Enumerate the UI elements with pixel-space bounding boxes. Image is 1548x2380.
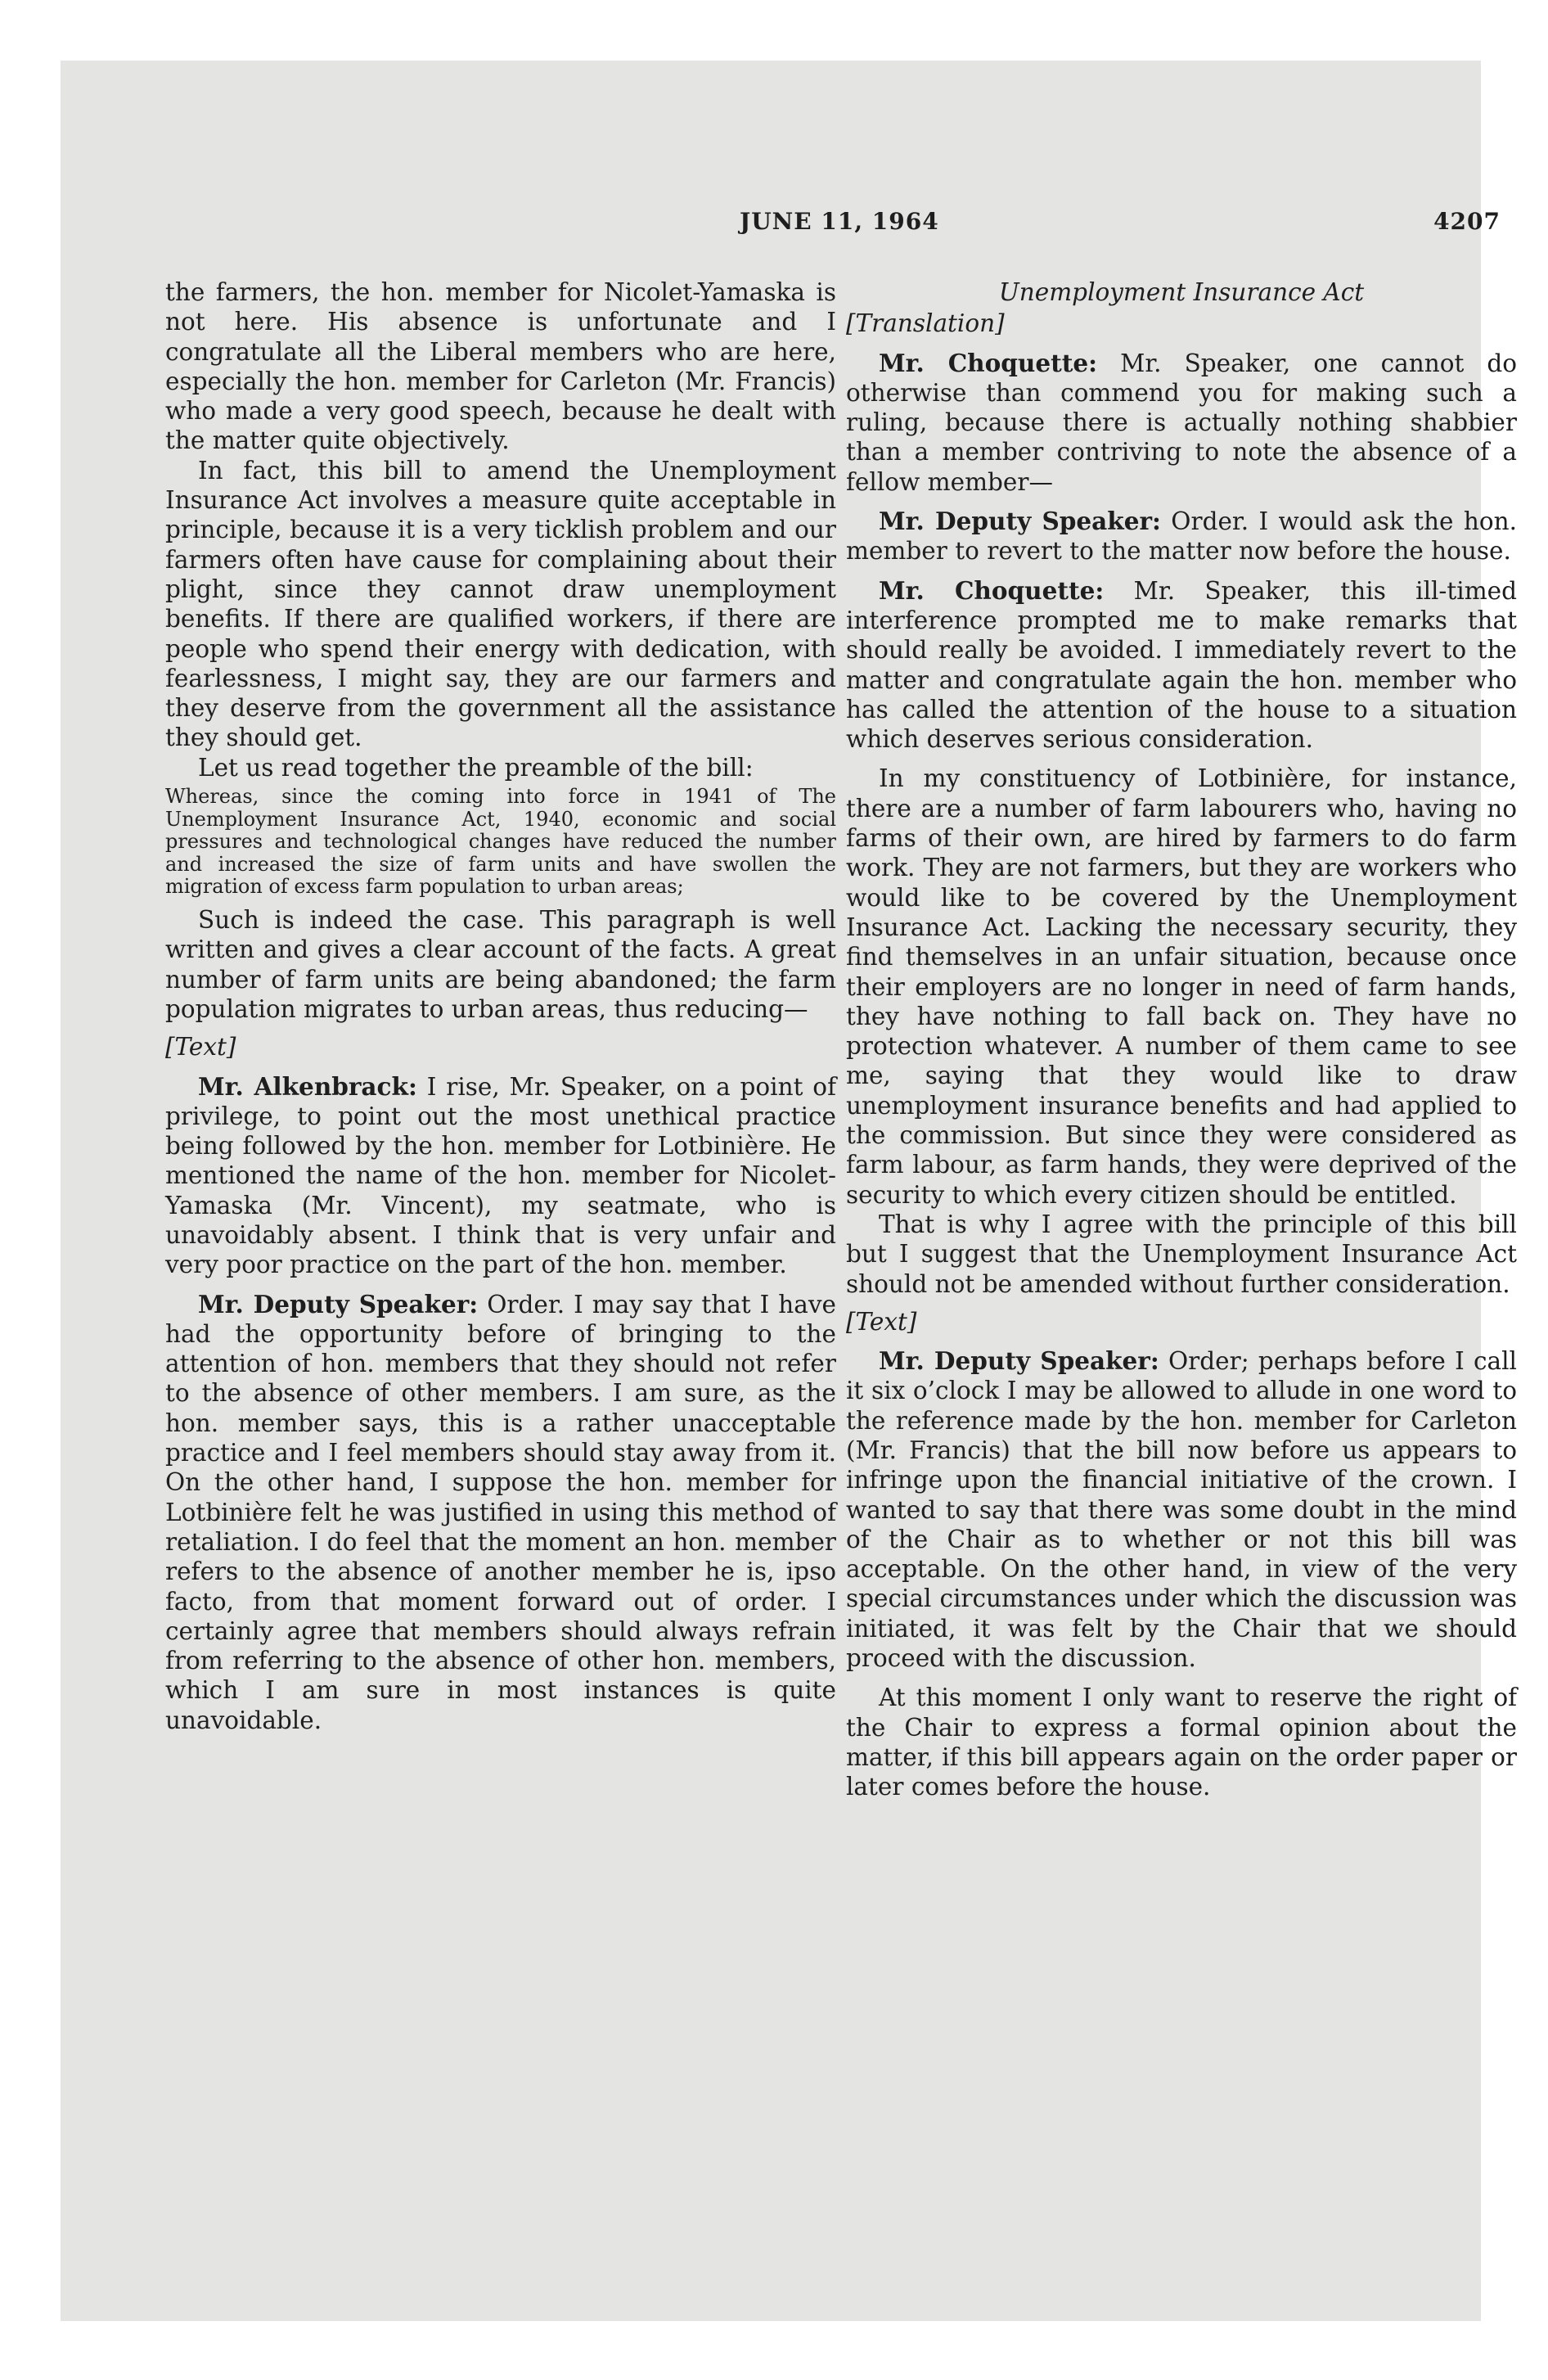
speech-deputy-speaker xyxy=(165,1290,836,1735)
page-header xyxy=(167,208,1501,249)
page-sheet xyxy=(61,61,1518,2321)
header-date: JUNE 11, 1964 xyxy=(740,208,939,235)
paragraph: In fact, this bill to amend the Unemployment Insurance Act involves a measure quite acceptable in principle, because it is a very ticklish problem and our farmers often have cause for complaining about their plight, since they cannot draw unemployment benefits. If there are qualified workers, if there are people who spend their energy with dedication, with fearlessness, I might say, they are our farmers and they deserve from the government all the assistance they should get. xyxy=(165,456,836,752)
bill-preamble-quote: Whereas, since the coming into force in 1941 of The Unemployment Insurance Act, 1940, economic and social pressures and technological changes have reduced the number and increased the size of farm units and have swollen the migration of excess farm population to urban areas; xyxy=(165,785,836,899)
paragraph: Let us read together the preamble of the bill: xyxy=(198,753,754,782)
translation-label: [Translation] xyxy=(846,309,1005,338)
speech-alkenbrack xyxy=(165,1072,836,1280)
paragraph: That is why I agree with the principle of this bill but I suggest that the Unemployment Insurance Act should not be amended without further consideration. xyxy=(846,1210,1517,1298)
paragraph: In my constituency of Lotbinière, for instance, there are a number of farm labourers who, having no farms of their own, are hired by farmers to do farm work. They are not farmers, but they are workers who would like to be covered by the Unemployment Insurance Act. Lacking the necessary security, they find themselves in an unfair situation, because once their employers are no longer in need of farm hands, they have nothing to fall back on. They have no protection whatever. A number of them came to see me, saying that they would like to draw unemployment insurance benefits and had applied to the commission. But since they were considered as farm labour, as farm hands, they were deprived of the security to which every citizen should be entitled. xyxy=(846,764,1517,1209)
left-column xyxy=(165,277,836,1735)
speech-text: Order; perhaps before I call it six o’clock I may be allowed to allude in one word to the reference made by the hon. member for Carleton (Mr. Francis) that the bill now before us appears to infringe upon the financial initiative of the crown. I wanted to say that there was some doubt in the mind of the Chair as to whether or not this bill was acceptable. On the other hand, in view of the very special circumstances under which the discussion was initiated, it was felt by the Chair that we should proceed with the discussion. xyxy=(846,1347,1517,1673)
running-head: Unemployment Insurance Act xyxy=(998,278,1365,306)
speech-choquette xyxy=(846,349,1517,497)
speaker-name: Mr. Deputy Speaker: xyxy=(879,1346,1159,1376)
speaker-name: Mr. Deputy Speaker: xyxy=(198,1289,479,1318)
page-number: 4207 xyxy=(1433,208,1501,235)
speech-text: Order. I may say that I have had the opportunity before of bringing to the attention of hon. members that they should not refer to the absence of other members. I am sure, as the hon. member says, this is a rather unacceptable practice and I feel members should stay away from it. On the other hand, I suppose the hon. member for Lotbinière felt he was justified in using this method of retaliation. I do feel that the moment an hon. member refers to the absence of another member he is, ipso facto, from that moment forward out of order. I certainly agree that members should always refrain from referring to the absence of other hon. members, which I am sure in most instances is quite unavoidable. xyxy=(165,1290,836,1734)
right-column xyxy=(846,277,1517,1802)
paragraph: the farmers, the hon. member for Nicolet-Yamaska is not here. His absence is unfortunate and I congratulate all the Liberal members who are here, especially the hon. member for Carleton (Mr. Francis) who made a very good speech, because he dealt with the matter quite objectively. xyxy=(165,278,836,455)
speaker-name: Mr. Choquette: xyxy=(879,348,1098,377)
speech-deputy-speaker xyxy=(846,1346,1517,1673)
text-label: [Text] xyxy=(165,1033,236,1062)
paragraph: Such is indeed the case. This paragraph is well written and gives a clear account of the facts. A great number of farm units are being abandoned; the farm population migrates to urban areas, thus reducing— xyxy=(165,906,836,1023)
speech-deputy-speaker xyxy=(846,507,1517,566)
paragraph: At this moment I only want to reserve the right of the Chair to express a formal opinion about the matter, if this bill appears again on the order paper or later comes before the house. xyxy=(846,1684,1517,1801)
speech-choquette xyxy=(846,576,1517,755)
speech-text: Mr. Speaker, this ill-timed interference prompted me to make remarks that should really be avoided. I immediately revert to the matter and congratulate again the hon. member who has called the attention of the house to a situation which deserves serious consideration. xyxy=(846,576,1518,754)
speech-text: Order. I would ask the hon. member to revert to the matter now before the house. xyxy=(846,507,1517,566)
speech-text: Mr. Speaker, one cannot do otherwise than commend you for making such a ruling, because there is actually nothing shabbier than a member contriving to note the absence of a fellow member— xyxy=(846,349,1518,496)
text-label: [Text] xyxy=(846,1307,917,1336)
speech-text: I rise, Mr. Speaker, on a point of privilege, to point out the most unethical practice being followed by the hon. member for Lotbinière. He mentioned the name of the hon. member for Nicolet-Yamaska (Mr. Vincent), my seatmate, who is unavoidably absent. I think that is very unfair and very poor practice on the part of the hon. member. xyxy=(165,1072,836,1279)
speaker-name: Mr. Choquette: xyxy=(879,575,1105,605)
speaker-name: Mr. Deputy Speaker: xyxy=(879,507,1161,536)
speaker-name: Mr. Alkenbrack: xyxy=(198,1071,417,1101)
